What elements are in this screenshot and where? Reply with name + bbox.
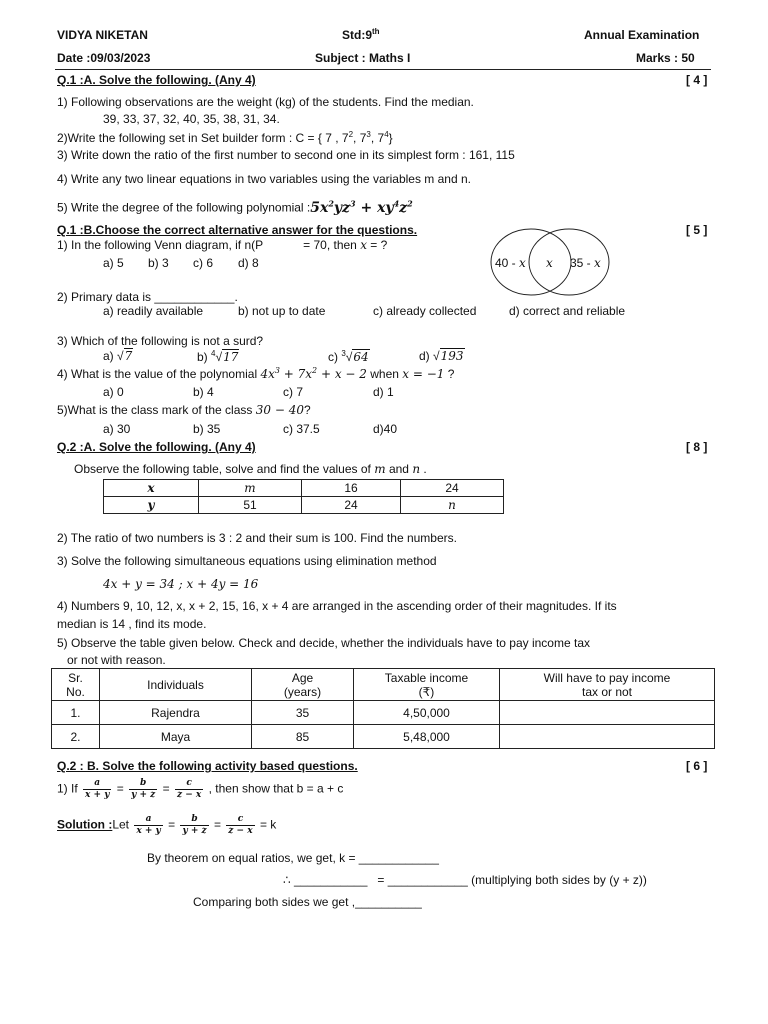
- q1b-q5-option-c: c) 37.5: [283, 422, 320, 436]
- income-tax-header-cell: Taxable income (₹): [354, 669, 500, 701]
- table-row: [52, 725, 715, 749]
- exam-name: Annual Examination: [584, 28, 700, 42]
- income-tax-cell: 5,48,000: [354, 725, 500, 749]
- q2a-title: Q.2 :A. Solve the following. (Any 4): [57, 440, 256, 454]
- q2b-question-1: 1) If $\frac{a}{x + y}$ = $\frac{b}{y + z}$ = $\frac{c}{z - x}$ , then show that b = a + c: [57, 778, 344, 800]
- q1b-q3-option-d: d) √193: [419, 349, 464, 363]
- income-tax-cell: 35: [252, 701, 354, 725]
- q1a-question-1: 1) Following observations are the weight (kg) of the students. Find the median.: [57, 95, 474, 109]
- xy-table-cell: x: [104, 480, 199, 497]
- xy-table-cell: m: [199, 480, 302, 497]
- income-tax-header-cell: Will have to pay income tax or not: [500, 669, 715, 701]
- xy-table-cell: 24: [401, 480, 504, 497]
- q2a-question-5-line2: or not with reason.: [67, 653, 166, 667]
- q1b-q3-option-c: c) $^3$√64: [328, 349, 369, 364]
- xy-table-cell: 16: [302, 480, 401, 497]
- income-tax-header-cell: Age (years): [252, 669, 354, 701]
- income-tax-table: [51, 668, 715, 749]
- q2b-title: Q.2 : B. Solve the following activity based questions.: [57, 759, 358, 773]
- xy-table-cell: 51: [199, 497, 302, 514]
- q2a-question-4-line2: median is 14 , find its mode.: [57, 617, 207, 631]
- q1a-question-4: 4) Write any two linear equations in two variables using the variables m and n.: [57, 172, 471, 186]
- venn-right-label: 35 - x: [570, 256, 601, 270]
- total-marks: Marks : 50: [636, 51, 695, 65]
- q1b-q2-option-b: b) not up to date: [238, 304, 326, 318]
- income-tax-cell: [500, 701, 715, 725]
- header-divider: [55, 69, 711, 70]
- q1b-question-5: 5)What is the class mark of the class 30 − 40?: [57, 403, 311, 417]
- xy-table-cell: n: [401, 497, 504, 514]
- income-tax-header-cell: Individuals: [100, 669, 252, 701]
- table-row: [52, 701, 715, 725]
- venn-left-label: 40 - x: [495, 256, 526, 270]
- q1b-title: Q.1 :B.Choose the correct alternative answer for the questions.: [57, 223, 418, 237]
- q1b-marks: [ 5 ]: [686, 223, 708, 237]
- q1b-q4-option-c: c) 7: [283, 385, 304, 399]
- income-tax-cell: 2.: [52, 725, 100, 749]
- q1b-q1-option-c: c) 6: [193, 256, 214, 270]
- q1b-q2-option-d: d) correct and reliable: [509, 304, 626, 318]
- q2b-step-2: ∴ ___________ = ____________ (multiplying both sides by (y + z)): [283, 873, 647, 887]
- q1a-question-5: 5) Write the degree of the following polynomial $:5x^2yz^3 + xy^4z^2$: [57, 198, 413, 216]
- q1b-q1-option-a: a) 5: [103, 256, 124, 270]
- q2a-question-5-line1: 5) Observe the table given below. Check and decide, whether the individuals have to pay income tax: [57, 636, 590, 650]
- q2a-question-2: 2) The ratio of two numbers is 3 : 2 and their sum is 100. Find the numbers.: [57, 531, 457, 545]
- subject: Subject : Maths I: [315, 51, 411, 65]
- income-tax-cell: 1.: [52, 701, 100, 725]
- income-tax-header-cell: Sr. No.: [52, 669, 100, 701]
- xy-table: [103, 479, 504, 514]
- q2b-step-1: By theorem on equal ratios, we get, k = ____________: [147, 851, 439, 865]
- q2a-question-4-line1: 4) Numbers 9, 10, 12, x, x + 2, 15, 16, x + 4 are arranged in the ascending order of their magnitudes. If its: [57, 599, 617, 613]
- income-tax-cell: 4,50,000: [354, 701, 500, 725]
- q2b-marks: [ 6 ]: [686, 759, 708, 773]
- xy-table-cell: 24: [302, 497, 401, 514]
- standard: Std:9th: [342, 27, 380, 42]
- exam-date: Date :09/03/2023: [57, 51, 151, 65]
- q2a-question-3-equation: 4x + y = 34 ; x + 4y = 16: [103, 577, 259, 591]
- venn-middle-label: x: [546, 256, 553, 270]
- q1b-q3-option-a: a) √7: [103, 349, 133, 363]
- q2a-question-1: Observe the following table, solve and find the values of m and n .: [74, 462, 427, 476]
- q1b-q4-option-d: d) 1: [373, 385, 394, 399]
- q1b-q2-option-a: a) readily available: [103, 304, 204, 318]
- income-tax-cell: Rajendra: [100, 701, 252, 725]
- q1b-q5-option-a: a) 30: [103, 422, 131, 436]
- q1a-title: Q.1 :A. Solve the following. (Any 4): [57, 73, 256, 87]
- q2a-question-3: 3) Solve the following simultaneous equations using elimination method: [57, 554, 437, 568]
- q1a-marks: [ 4 ]: [686, 73, 708, 87]
- q1b-question-3: 3) Which of the following is not a surd?: [57, 334, 264, 348]
- q1b-question-2: 2) Primary data is ____________.: [57, 290, 238, 304]
- school-name: VIDYA NIKETAN: [57, 28, 148, 42]
- q1b-q4-option-a: a) 0: [103, 385, 124, 399]
- xy-table-cell: y: [104, 497, 199, 514]
- q1b-q4-option-b: b) 4: [193, 385, 214, 399]
- income-tax-cell: [500, 725, 715, 749]
- q1b-q1-option-d: d) 8: [238, 256, 259, 270]
- q1b-question-4: 4) What is the value of the polynomial $4x^3 + 7x^2 + x - 2$ when x = −1 ?: [57, 366, 455, 381]
- q2b-step-3: Comparing both sides we get ,__________: [193, 895, 422, 909]
- q1b-question-1: 1) In the following Venn diagram, if n(P = 70, then x = ?: [57, 238, 388, 252]
- income-tax-cell: 85: [252, 725, 354, 749]
- q1a-question-1-data: 39, 33, 37, 32, 40, 35, 38, 31, 34.: [103, 112, 280, 126]
- q1a-question-2: 2)Write the following set in Set builder form : C = { 7 , $7^2$, $7^3$, $7^4$}: [57, 130, 393, 145]
- q1b-q2-option-c: c) already collected: [373, 304, 477, 318]
- income-tax-cell: Maya: [100, 725, 252, 749]
- q1a-question-3: 3) Write down the ratio of the first number to second one in its simplest form : 161, 115: [57, 148, 515, 162]
- q1b-q5-option-d: d)40: [373, 422, 398, 436]
- q1b-q1-option-b: b) 3: [148, 256, 169, 270]
- q1b-q3-option-b: b) $^4$√17: [197, 349, 239, 364]
- q1b-q5-option-b: b) 35: [193, 422, 221, 436]
- q2a-marks: [ 8 ]: [686, 440, 708, 454]
- q2b-solution: Solution :Let $\frac{a}{x + y}$ = $\frac{b}{y + z}$ = $\frac{c}{z - x}$ = k: [57, 814, 277, 836]
